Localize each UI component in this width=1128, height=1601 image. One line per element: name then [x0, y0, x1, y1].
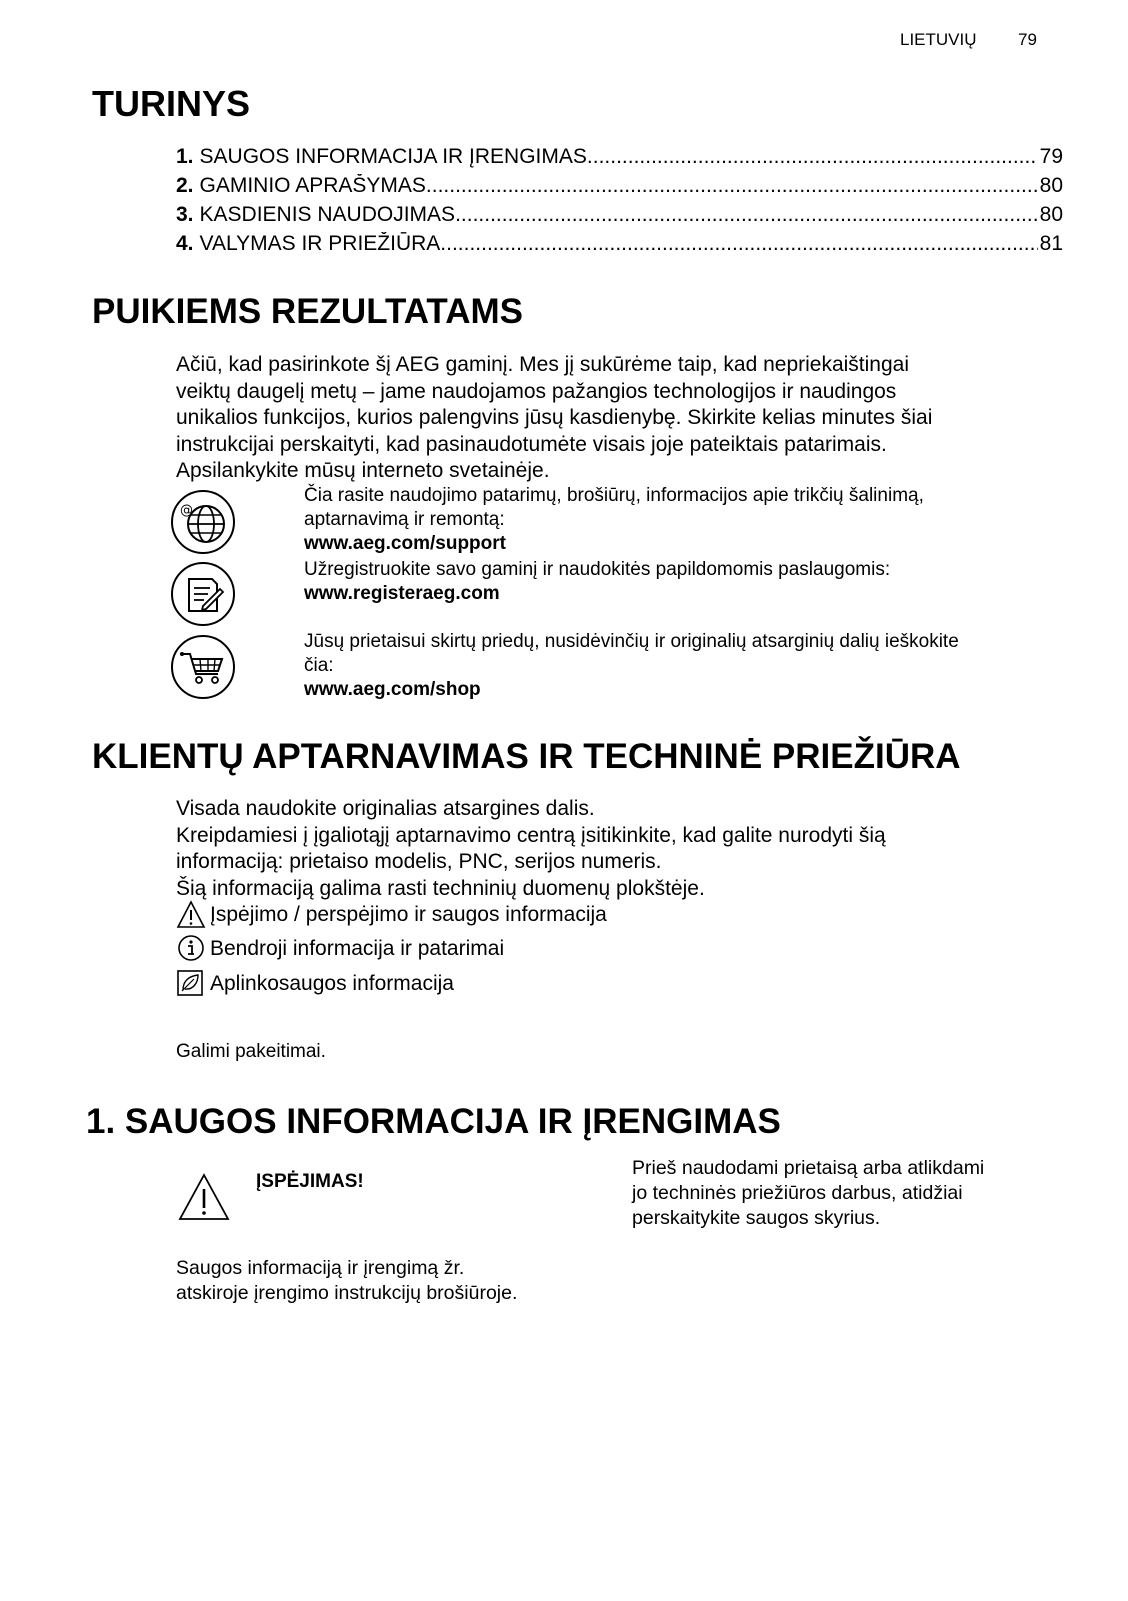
link-description: aptarnavimą ir remontą:: [304, 509, 505, 530]
toc-item-label: GAMINIO APRAŠYMAS: [199, 174, 426, 197]
info-icon: [176, 934, 206, 964]
shop-link-block: [304, 630, 1064, 702]
intro-line: Ačiū, kad pasirinkote šį AEG gaminį. Mes jį sukūrėme taip, kad nepriekaištingai: [176, 353, 910, 376]
toc-item-label: KASDIENIS NAUDOJIMAS: [199, 203, 456, 226]
link-description: Čia rasite naudojimo patarimų, brošiūrų, informacijos apie trikčių šalinimą,: [304, 485, 924, 506]
service-line: Visada naudokite originalias atsargines dalis.: [176, 797, 595, 820]
safety-right-paragraph: [632, 1156, 1062, 1231]
page-number: 79: [1018, 30, 1037, 49]
toc-item-number: 1.: [176, 145, 194, 168]
toc-leader-dots: [587, 145, 1038, 169]
toc-item[interactable]: [176, 232, 1063, 261]
toc-item-number: 4.: [176, 232, 194, 255]
safety-line: perskaitykite saugos skyrius.: [632, 1207, 881, 1229]
toc-item-label: VALYMAS IR PRIEŽIŪRA: [199, 232, 441, 255]
toc-item-page: 80: [1039, 203, 1063, 226]
toc-title: TURINYS: [92, 83, 251, 124]
service-line: informaciją: prietaiso modelis, PNC, serijos numeris.: [176, 850, 662, 873]
intro-line: veiktų daugelį metų – jame naudojamos pažangios technologijos ir naudingos: [176, 379, 897, 403]
toc-leader-dots: [455, 203, 1038, 227]
intro-line: unikalios funkcijos, kurios palengvins jūsų kasdienybę. Skirkite kelias minutes šiai: [176, 406, 933, 429]
legend-item: [176, 900, 607, 930]
toc-leader-dots: [440, 232, 1037, 256]
toc-item-number: 2.: [176, 174, 194, 197]
safety-line: jo techninės priežiūros darbus, atidžiai: [632, 1182, 963, 1204]
svg-text:@: @: [180, 503, 193, 518]
globe-icon: [170, 489, 236, 555]
intro-line: instrukcijai perskaityti, kad pasinaudotumėte visais joje pateiktais patarimais.: [176, 432, 887, 456]
service-line: Kreipdamiesi į įgaliotąjį aptarnavimo centrą įsitikinkite, kad galite nurodyti šią: [176, 823, 886, 847]
toc-leader-dots: [426, 174, 1038, 198]
language-label: LIETUVIŲ: [900, 30, 977, 49]
toc-item-number: 3.: [176, 203, 194, 226]
intro-line: Apsilankykite mūsų interneto svetainėje.: [176, 459, 550, 482]
toc-item[interactable]: [176, 145, 1063, 174]
register-url-link[interactable]: www.registeraeg.com: [304, 583, 500, 604]
legend-label: Bendroji informacija ir patarimai: [210, 937, 505, 960]
safety-line: Prieš naudodami prietaisą arba atlikdami: [632, 1157, 985, 1179]
legend-item: [176, 969, 454, 999]
results-title: PUIKIEMS REZULTATAMS: [92, 292, 523, 331]
link-description: Užregistruokite savo gaminį ir naudokitės papildomomis paslaugomis:: [304, 559, 891, 580]
support-url-link[interactable]: www.aeg.com/support: [304, 533, 506, 554]
registration-icon: [170, 561, 236, 627]
service-line: Šią informaciją galima rasti techninių duomenų plokštėje.: [176, 876, 705, 900]
legend-label: Aplinkosaugos informacija: [210, 972, 454, 995]
service-paragraph: [176, 796, 1056, 902]
legend-label: Įspėjimo / perspėjimo ir saugos informacija: [210, 903, 607, 926]
changes-note: Galimi pakeitimai.: [176, 1041, 326, 1062]
intro-paragraph: [176, 352, 1066, 485]
toc-item-label: SAUGOS INFORMACIJA IR ĮRENGIMAS: [199, 145, 587, 168]
link-description: Jūsų prietaisui skirtų priedų, nusidėvinčių ir originalių atsarginių dalių ieškokite: [304, 631, 959, 652]
service-title: KLIENTŲ APTARNAVIMAS IR TECHNINĖ PRIEŽIŪRA: [92, 737, 961, 776]
leaf-icon: [176, 969, 206, 999]
toc-item-page: 79: [1039, 145, 1063, 168]
toc-item-page: 81: [1039, 232, 1063, 255]
shop-url-link[interactable]: www.aeg.com/shop: [304, 679, 481, 700]
shopping-cart-icon: [170, 634, 236, 700]
warning-icon: [178, 1173, 230, 1221]
table-of-contents: [176, 145, 1063, 261]
link-description: čia:: [304, 655, 334, 676]
warning-line: atskiroje įrengimo instrukcijų brošiūroje.: [176, 1282, 518, 1304]
warning-body: [176, 1256, 596, 1306]
support-link-block: [304, 484, 1064, 556]
warning-line: Saugos informaciją ir įrengimą žr.: [176, 1257, 465, 1279]
legend-item: [176, 934, 504, 964]
toc-item[interactable]: [176, 203, 1063, 232]
toc-item-page: 80: [1039, 174, 1063, 197]
page-header: [900, 30, 1037, 50]
warning-title: ĮSPĖJIMAS!: [256, 1171, 364, 1192]
warning-icon: [176, 900, 206, 930]
register-link-block: [304, 558, 1064, 606]
toc-item[interactable]: [176, 174, 1063, 203]
safety-section-title: 1. SAUGOS INFORMACIJA IR ĮRENGIMAS: [86, 1102, 781, 1141]
